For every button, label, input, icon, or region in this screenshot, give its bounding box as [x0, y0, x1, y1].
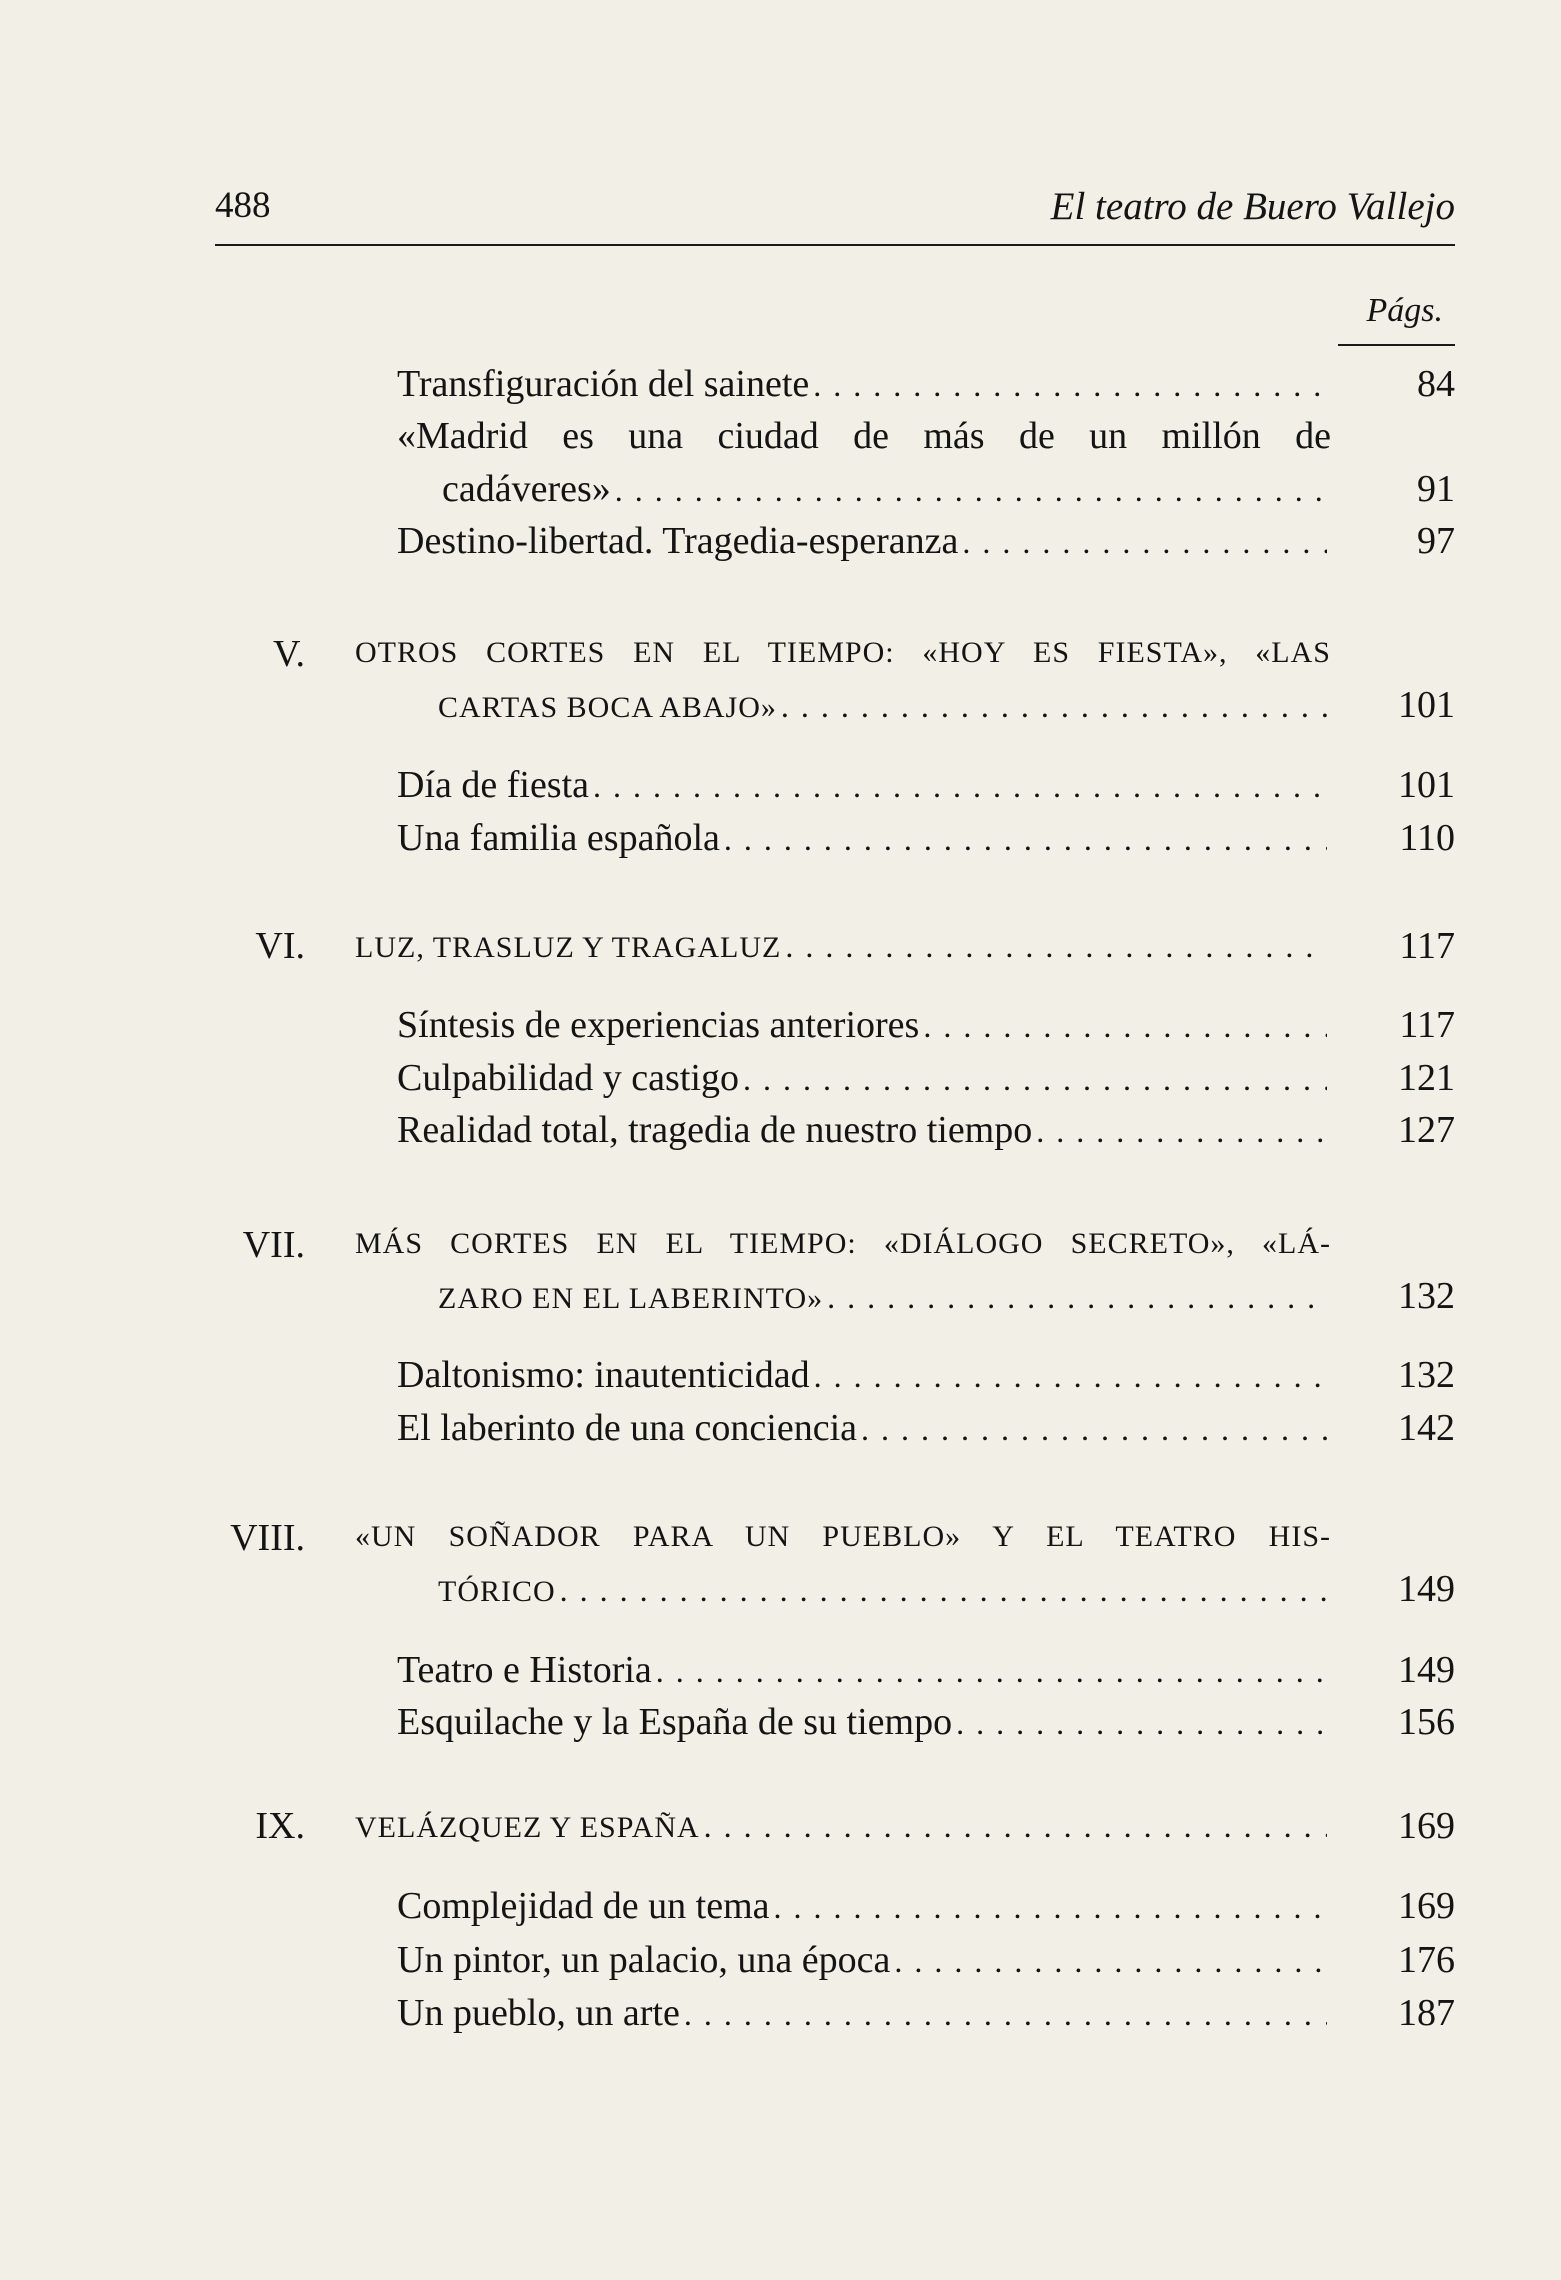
dot-leader [684, 1996, 1327, 2033]
chapter-title-line: OTROS CORTES EN EL TIEMPO: «HOY ES FIESTA», «LAS [355, 636, 1331, 669]
toc-entry-page: 117 [1399, 1004, 1455, 1046]
dot-leader [962, 524, 1327, 561]
toc-entry-page: 176 [1398, 1939, 1455, 1981]
toc-entry [397, 1353, 1331, 1403]
chapter-number: V. [272, 633, 305, 675]
toc-entry [397, 1700, 1331, 1750]
toc-entry-page: 156 [1398, 1701, 1455, 1743]
toc-entry-page: 142 [1398, 1407, 1455, 1449]
toc-entry-page: 97 [1417, 520, 1455, 562]
dot-leader [724, 821, 1327, 858]
pages-column-label: Págs. [1366, 292, 1443, 329]
dot-leader [923, 1008, 1327, 1045]
chapter-title [355, 636, 1331, 684]
toc-entry-title: Un pintor, un palacio, una época [397, 1939, 891, 1981]
chapter-title-continuation [438, 1572, 1331, 1620]
toc-entry-title: cadáveres» [442, 468, 611, 510]
toc-entry-page: 149 [1398, 1649, 1455, 1691]
toc-entry [397, 816, 1331, 866]
page-number: 488 [215, 185, 271, 226]
toc-entry-title: «Madrid es una ciudad de más de un millón de [397, 415, 1331, 457]
toc-entry-title: Teatro e Historia [397, 1649, 652, 1691]
toc-entry-title: Realidad total, tragedia de nuestro tiempo [397, 1109, 1033, 1151]
chapter-title-continuation [438, 688, 1331, 736]
chapter-number: VII. [242, 1224, 305, 1266]
chapter-title-line: VELÁZQUEZ Y ESPAÑA [355, 1811, 700, 1844]
chapter-title-line: TÓRICO [438, 1575, 556, 1608]
chapter-title [355, 928, 1331, 976]
toc-entry-title: Transfiguración del sainete [397, 363, 810, 405]
toc-entry-title: Destino-libertad. Tragedia-esperanza [397, 520, 959, 562]
toc-entry [397, 414, 1331, 464]
running-title: El teatro de Buero Vallejo [1050, 185, 1455, 228]
chapter-title [355, 1520, 1331, 1568]
dot-leader [894, 1943, 1327, 1980]
toc-entry-page: 84 [1417, 363, 1455, 405]
pages-column-rule [1338, 344, 1455, 346]
toc-entry [397, 1991, 1331, 2041]
dot-leader [560, 1572, 1327, 1609]
toc-entry-title: Síntesis de experiencias anteriores [397, 1004, 920, 1046]
dot-leader [814, 1358, 1327, 1395]
dot-leader [1036, 1113, 1327, 1150]
chapter-page: 117 [1399, 925, 1455, 967]
toc-entry [397, 1406, 1331, 1456]
toc-entry-title: Culpabilidad y castigo [397, 1057, 739, 1099]
chapter-number: IX. [255, 1805, 305, 1847]
toc-entry-page: 110 [1399, 817, 1455, 859]
toc-entry [397, 519, 1331, 569]
chapter-number: VIII. [230, 1517, 305, 1559]
dot-leader [656, 1653, 1327, 1690]
toc-entry-page: 121 [1398, 1057, 1455, 1099]
toc-entry-page: 187 [1398, 1992, 1455, 2034]
chapter-title-line: MÁS CORTES EN EL TIEMPO: «DIÁLOGO SECRETO», «LÁ- [355, 1227, 1331, 1260]
toc-entry [397, 1884, 1331, 1934]
dot-leader [785, 928, 1327, 965]
toc-entry [397, 1003, 1331, 1053]
chapter-number: VI. [255, 925, 305, 967]
toc-entry [397, 362, 1331, 412]
dot-leader [615, 472, 1327, 509]
toc-entry [397, 1108, 1331, 1158]
dot-leader [774, 1889, 1327, 1926]
toc-entry-title: Daltonismo: inautenticidad [397, 1354, 810, 1396]
toc-entry-title: Una familia española [397, 817, 720, 859]
toc-entry [397, 763, 1331, 813]
dot-leader [813, 367, 1327, 404]
toc-entry-page: 169 [1398, 1885, 1455, 1927]
toc-entry [397, 1648, 1331, 1698]
dot-leader [861, 1411, 1327, 1448]
toc-entry-page: 101 [1398, 764, 1455, 806]
toc-entry-title: Un pueblo, un arte [397, 1992, 680, 2034]
toc-entry-page: 91 [1417, 468, 1455, 510]
chapter-title [355, 1227, 1331, 1275]
dot-leader [593, 768, 1327, 805]
chapter-page: 132 [1398, 1275, 1455, 1317]
chapter-page: 149 [1398, 1568, 1455, 1610]
toc-entry [397, 1938, 1331, 1988]
chapter-title [355, 1808, 1331, 1856]
header-rule [215, 244, 1455, 246]
toc-entry [397, 1056, 1331, 1106]
dot-leader [827, 1279, 1327, 1316]
chapter-title-line: «UN SOÑADOR PARA UN PUEBLO» Y EL TEATRO HIS- [355, 1520, 1331, 1553]
toc-entry-page: 132 [1398, 1354, 1455, 1396]
dot-leader [743, 1061, 1327, 1098]
chapter-page: 169 [1398, 1805, 1455, 1847]
chapter-title-continuation [438, 1279, 1331, 1327]
dot-leader [781, 688, 1327, 725]
toc-entry-title: El laberinto de una conciencia [397, 1407, 858, 1449]
chapter-title-line: ZARO EN EL LABERINTO» [438, 1282, 824, 1315]
chapter-title-line: LUZ, TRASLUZ Y TRAGALUZ [355, 931, 782, 964]
toc-entry-continuation [442, 467, 1331, 517]
toc-entry-title: Día de fiesta [397, 764, 590, 806]
toc-entry-title: Esquilache y la España de su tiempo [397, 1701, 953, 1743]
dot-leader [704, 1808, 1327, 1845]
page-header [215, 184, 1455, 234]
toc-entry-title: Complejidad de un tema [397, 1885, 770, 1927]
chapter-page: 101 [1398, 684, 1455, 726]
chapter-title-line: CARTAS BOCA ABAJO» [438, 691, 777, 724]
toc-entry-page: 127 [1398, 1109, 1455, 1151]
dot-leader [956, 1705, 1327, 1742]
